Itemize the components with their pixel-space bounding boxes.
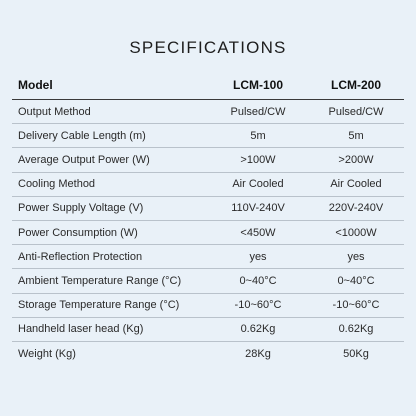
lcm-100-value: Pulsed/CW [230,105,286,118]
table-row [12,269,404,293]
row-label: Handheld laser head (Kg) [18,323,144,336]
lcm-200-value: Pulsed/CW [328,105,384,118]
table-row [12,294,404,318]
lcm-200-value: yes [347,250,365,263]
lcm-200-value: >200W [338,153,374,166]
lcm-100-value: <450W [240,226,276,239]
lcm-100-value: 28Kg [245,347,271,360]
row-label: Anti-Reflection Protection [18,250,143,263]
lcm-100-value: 5m [250,129,266,142]
table-row [12,221,404,245]
table-row [12,318,404,342]
lcm-200-value: <1000W [335,226,377,239]
specifications-table [12,70,404,366]
lcm-100-value: Air Cooled [232,178,284,191]
row-label: Storage Temperature Range (°C) [18,299,180,312]
row-label: Weight (Kg) [18,347,76,360]
row-label: Average Output Power (W) [18,153,150,166]
table-row [12,100,404,124]
table-row [12,342,404,366]
lcm-200-value: 0.62Kg [338,323,374,336]
lcm-200-value: 220V-240V [328,202,384,215]
header-lcm-100: LCM-100 [232,77,283,92]
table-row [12,173,404,197]
table-row [12,197,404,221]
lcm-200-value: Air Cooled [330,178,382,191]
lcm-100-value: 0~40°C [239,274,277,287]
table-row [12,245,404,269]
row-label: Cooling Method [18,178,96,191]
table-row [12,148,404,172]
lcm-200-value: 50Kg [343,347,369,360]
table-row [12,124,404,148]
row-label: Output Method [18,105,91,118]
lcm-200-value: -10~60°C [332,299,380,312]
row-label: Delivery Cable Length (m) [18,129,146,142]
header-lcm-200: LCM-200 [330,77,381,92]
lcm-100-value: yes [249,250,267,263]
row-label: Ambient Temperature Range (°C) [18,274,182,287]
page-title: SPECIFICATIONS [129,38,287,57]
row-label: Power Supply Voltage (V) [18,202,144,215]
lcm-100-value: 110V-240V [231,202,285,215]
lcm-100-value: >100W [240,153,276,166]
lcm-100-value: 0.62Kg [240,323,276,336]
lcm-100-value: -10~60°C [234,299,282,312]
row-label: Power Consumption (W) [18,226,138,239]
header-model: Model [18,77,53,92]
lcm-200-value: 0~40°C [337,274,375,287]
lcm-200-value: 5m [348,129,364,142]
table-header-row [12,70,404,100]
